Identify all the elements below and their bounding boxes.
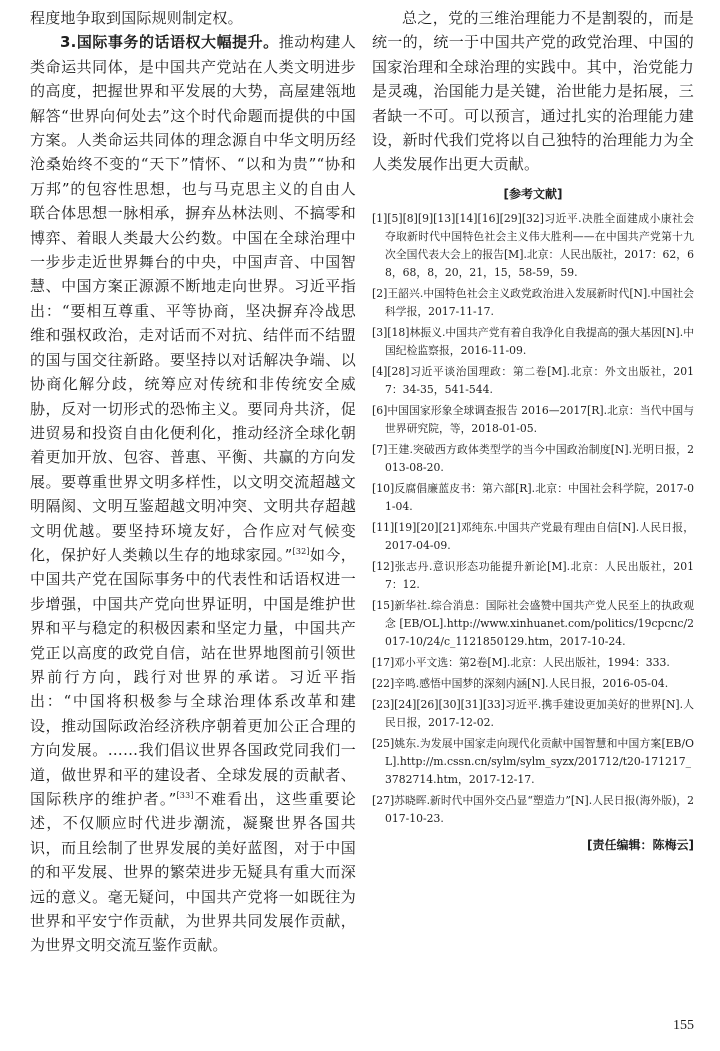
reference-item: [12]张志丹.意识形态功能提升新论[M].北京：人民出版社，2017：12. <box>372 559 694 591</box>
reference-item: [10]反腐倡廉蓝皮书：第六部[R].北京：中国社会科学院，2017-01-04. <box>372 481 694 513</box>
reference-item: [27]苏晓晖.新时代中国外交凸显“塑造力”[N].人民日报(海外版)，2017-10-23. <box>372 793 694 825</box>
reference-item: [2]王韶兴.中国特色社会主义政党政治进入发展新时代[N].中国社会科学报，2017-11-17. <box>372 286 694 318</box>
reference-item: [3][18]林振义.中国共产党有着自我净化自我提高的强大基因[N].中国纪检监察报，2016-11-09. <box>372 325 694 357</box>
reference-item: [7]王建.突破西方政体类型学的当今中国政治制度[N].光明日报，2013-08-20. <box>372 442 694 474</box>
reference-item: [25]姚东.为发展中国家走向现代化贡献中国智慧和中国方案[EB/OL].http://m.cssn.cn/sylm/sylm_syzx/201712/t20-171217_3782714.htm，2017-12-17. <box>372 736 694 786</box>
paragraph-text-a: 推动构建人类命运共同体，是中国共产党站在人类文明进步的高度，把握世界和平发展的大势，高屋建瓴地解答“世界向何处去”这个时代命题而提供的中国方案。人类命运共同体的理念源自中华文明历经沧桑始终不变的“天下”情怀、“以和为贵”“协和万邦”的包容性思想，也与马克思主义的自由人联合体思想一脉相承，摒弃丛林法则、不搞零和博弈、着眼人类最大公约数。中国在全球治理中一步步走近世界舞台的中央，中国声音、中国智慧、中国方案正源源不断地走向世界。习近平指出：“要相互尊重、平等协商，坚决摒弃冷战思维和强权政治，走对话而不对抗、结伴而不结盟的国与国交往新路。要坚持以对话解决争端、以协商化解分歧，统筹应对传统和非传统安全威胁，反对一切形式的恐怖主义。要同舟共济，促进贸易和投资自由化便利化，推动经济全球化朝着更加开放、包容、普惠、平衡、共赢的方向发展。要尊重世界文明多样性，以文明交流超越文明隔阂、文明互鉴超越文明冲突、文明共存超越文明优越。要坚持环境友好，合作应对气候变化，保护好人类赖以生存的地球家园。” <box>30 33 356 564</box>
page-number: 155 <box>673 1018 694 1033</box>
reference-item: [1][5][8][9][13][14][16][29][32]习近平.决胜全面建成小康社会 夺取新时代中国特色社会主义伟大胜利——在中国共产党第十九次全国代表大会上的报告[M].北京：人民出版社，2017：62，68，68，8，20，21，15，58-59，59. <box>372 211 694 279</box>
reference-item: [23][24][26][30][31][33]习近平.携手建设更加美好的世界[N].人民日报，2017-12-02. <box>372 697 694 729</box>
reference-item: [11][19][20][21]邓纯东.中国共产党最有理由自信[N].人民日报，2017-04-09. <box>372 520 694 552</box>
paragraph-text-b: 如今，中国共产党在国际事务中的代表性和话语权进一步增强，中国共产党向世界证明，中国是维护世界和平与稳定的积极因素和坚定力量，中国共产党正以高度的政党自信，站在世界地图前引领世界前行方向，践行对世界的承诺。习近平指出：“中国将积极参与全球治理体系改革和建设，推动国际政治经济秩序朝着更加公正合理的方向发展。……我们倡议世界各国政党同我们一道，做世界和平的建设者、全球发展的贡献者、国际秩序的维护者。” <box>30 545 356 808</box>
right-column <box>372 6 694 853</box>
citation-33: [33] <box>176 791 194 800</box>
section-heading-3: 3.国际事务的话语权大幅提升。 <box>60 33 279 52</box>
reference-list <box>372 210 694 828</box>
paragraph-conclusion: 总之，党的三维治理能力不是割裂的，而是统一的，统一于中国共产党的政党治理、中国的国家治理和全球治理的实践中。其中，治党能力是灵魂，治国能力是关键，治世能力是拓展，三者缺一不可。可以预言，通过扎实的治理能力建设，新时代我们党将以自己独特的治理能力为全人类发展作出更大贡献。 <box>372 9 694 174</box>
paragraph-text-c: 不难看出，这些重要论述，不仅顺应时代进步潮流，凝聚世界各国共识，而且绘制了世界发展的美好蓝图，对于中国的和平发展、世界的繁荣进步无疑具有重大而深远的意义。毫无疑问，中国共产党将一如既往为世界和平安宁作贡献，为世界共同发展作贡献，为世界文明交流互鉴作贡献。 <box>30 790 356 955</box>
paragraph-continuation: 程度地争取到国际规则制定权。 <box>30 9 243 27</box>
references-title: [参考文献] <box>503 186 563 201</box>
reference-item: [6]中国国家形象全球调查报告 2016—2017[R].北京：当代中国与世界研究院，等，2018-01-05. <box>372 403 694 435</box>
reference-item: [22]辛鸣.感悟中国梦的深刻内涵[N].人民日报，2016-05-04. <box>372 676 669 690</box>
reference-item: [4][28]习近平谈治国理政：第二卷[M].北京：外文出版社，2017：34-35，541-544. <box>372 364 694 396</box>
left-column <box>30 6 356 958</box>
citation-32: [32] <box>292 546 310 556</box>
paragraph-discourse-power <box>30 30 356 957</box>
responsible-editor: [责任编辑：陈梅云] <box>587 837 694 852</box>
reference-item: [15]新华社.综合消息：国际社会盛赞中国共产党人民至上的执政观念[EB/OL].http://www.xinhuanet.com/politics/19cpcnc/2017-10/24/c_1121850129.htm，2017-10-24. <box>372 598 694 648</box>
reference-item: [17]邓小平文选：第2卷[M].北京：人民出版社，1994：333. <box>372 655 670 669</box>
